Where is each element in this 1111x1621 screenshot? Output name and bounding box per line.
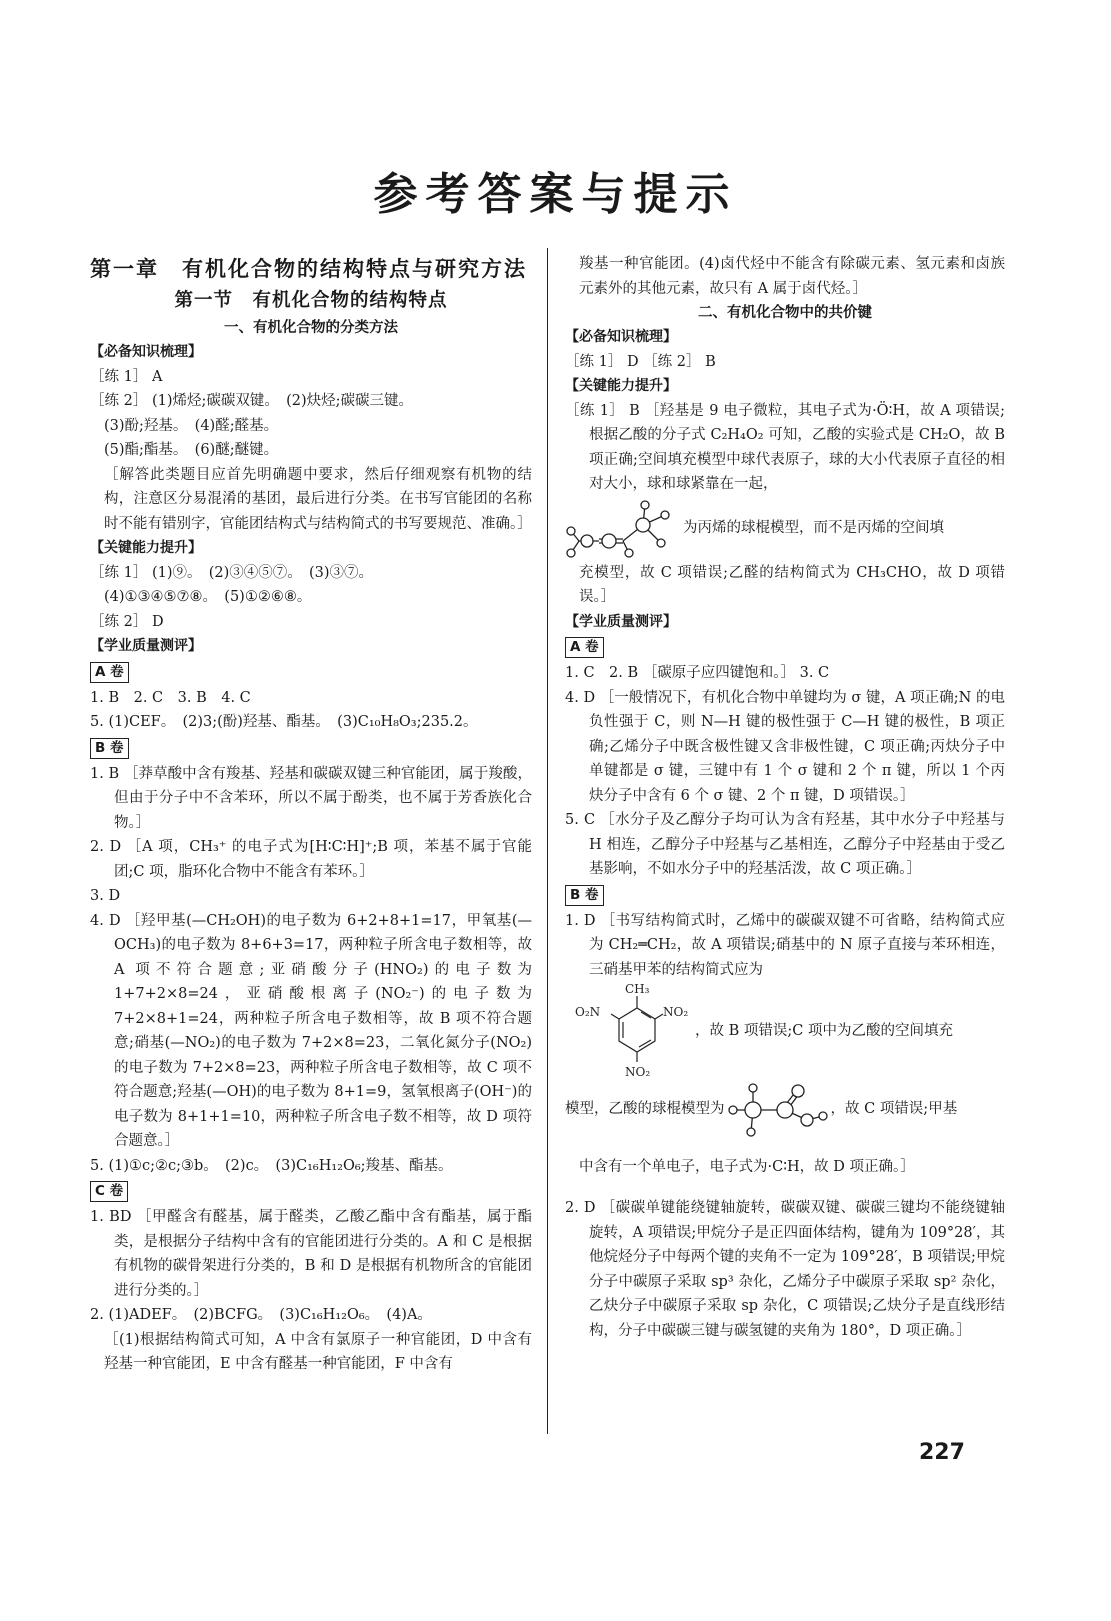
paper-level-label: A 卷: [565, 637, 604, 658]
propene-model-row: [565, 497, 1005, 561]
paper-level-label: B 卷: [90, 738, 129, 759]
column-divider: [547, 248, 548, 1434]
section-title: 第一节 有机化合物的结构特点: [174, 290, 448, 311]
paper-level-label: B 卷: [565, 885, 604, 906]
tnt-no2-bottom-label: NO₂: [625, 1065, 651, 1079]
paper-level-heading: [90, 735, 532, 762]
answer-line: 4. D ［一般情况下，有机化合物中单键均为 σ 键，A 项正确;N 的电负性强于 C，则 N—H 键的极性强于 C—H 键的极性，B 项正确;乙烯分子中既含极性键又含非极性键，C 项正确;丙炔分子中单键都是 σ 键，三键中有 1 个 σ 键和 2 个 π 键，所以 1 个丙炔分子中含有 6 个 σ 键、2 个 π 键，D 项错误。］: [565, 689, 1005, 804]
left-answer-list: [90, 340, 532, 1377]
answer-line: ［练 1］ A: [90, 368, 163, 385]
answer-line: (4)①③④⑤⑦⑧。 (5)①②⑥⑧。: [104, 589, 312, 605]
page-number: 227: [919, 1440, 965, 1465]
answer-line: 5. (1)①c;②c;③b。 (2)c。 (3)C₁₆H₁₂O₆;羧基、酯基。: [90, 1157, 453, 1174]
paper-level-heading: [565, 634, 1005, 661]
answer-line: 3. D: [90, 888, 121, 904]
section-heading: 【关键能力提升】: [90, 540, 202, 556]
section-heading: 【学业质量测评】: [90, 638, 202, 654]
subsection-title: 一、有机化合物的分类方法: [224, 319, 398, 336]
right-answer-list-bottom: [565, 1196, 1005, 1343]
right-column: [565, 252, 1005, 1343]
answer-line: 充模型，故 C 项错误;乙醛的结构简式为 CH₃CHO，故 D 项错误。］: [579, 564, 1005, 605]
tnt-no2-left-label: O₂N: [575, 1005, 601, 1019]
acetic-acid-ball-stick-model: [725, 1080, 831, 1138]
paper-level-heading: [565, 882, 1005, 909]
page-title: 参考答案与提示: [373, 169, 738, 220]
tnt-structure-row: [565, 982, 1005, 1080]
answer-line: 2. D ［碳碳单键能绕键轴旋转，碳碳双键、碳碳三键均不能绕键轴旋转，A 项错误;甲烷分子是正四面体结构，键角为 109°28′，其他烷烃分子中每两个键的夹角不一定为 109°28′，B 项错误;甲烷分子中碳原子采取 sp³ 杂化，乙烯分子中碳原子采取 sp² 杂化，乙炔分子中碳原子采取 sp 杂化，C 项错误;乙炔分子是直线形结构，分子中碳碳三键与碳氢键的夹角为 180°，D 项正确。］: [565, 1200, 1005, 1339]
acetic-acid-model-row: [565, 1080, 1005, 1138]
answer-line: ［练 2］ (1)烯烃;碳碳双键。 (2)炔烃;碳碳三键。: [90, 393, 414, 409]
section-heading: 【必备知识梳理】: [565, 329, 677, 345]
chapter-title: 第一章 有机化合物的结构特点与研究方法: [90, 256, 527, 281]
tnt-structure: [575, 982, 695, 1080]
acetic-caption-post: ，故 C 项错误;甲基: [830, 1100, 958, 1117]
answer-line: 2. D ［A 项，CH₃⁺ 的电子式为[H∶C∶H]⁺;B 项，苯基不属于官能团;C 项，脂环化合物中不能含有苯环。］: [90, 839, 532, 880]
propene-caption: 为丙烯的球棍模型，而不是丙烯的空间填: [683, 520, 944, 537]
answer-line: 1. D ［书写结构简式时，乙烯中的碳碳双键不可省略，结构简式应为 CH₂═CH₂，故 A 项错误;硝基中的 N 原子直接与苯环相连，三硝基甲苯的结构简式应为: [565, 912, 1005, 978]
subsection-title: 二、有机化合物中的共价键: [698, 304, 872, 321]
acetic-caption-pre: 模型，乙酸的球棍模型为: [565, 1100, 725, 1117]
paper-level-label: A 卷: [90, 662, 129, 683]
answer-line: 2. (1)ADEF。 (2)BCFG。 (3)C₁₆H₁₂O₆。 (4)A。: [90, 1307, 432, 1323]
methyl-line-row: [565, 1138, 1005, 1196]
answer-line: ［练 1］ D ［练 2］ B: [565, 353, 716, 370]
answer-line: 5. C ［水分子及乙醇分子均可认为含有羟基，其中水分子中羟基与 H 相连，乙醇分子中羟基与乙基相连，乙醇分子中羟基由于受乙基影响，不如水分子中的羟基活泼，故 C 项正确。］: [565, 812, 1005, 877]
methyl-electron-caption: 中含有一个单电子，电子式为·C∶H，故 D 项正确。］: [579, 1158, 915, 1175]
answer-line: ［练 1］ (1)⑨。 (2)③④⑤⑦。 (3)③⑦。: [90, 564, 374, 581]
answer-line: 1. BD ［甲醛含有醛基，属于醛类，乙酸乙酯中含有酯基，属于酯类，是根据分子结构中含有的官能团进行分类的。A 和 C 是根据有机物的碳骨架进行分类的，B 和 D 是根据有机物所含的官能团进行分类的。］: [90, 1209, 532, 1299]
section-heading: 【关键能力提升】: [565, 378, 677, 394]
answer-line: ［(1)根据结构简式可知，A 中含有氯原子一种官能团，D 中含有羟基一种官能团，E 中含有醛基一种官能团，F 中含有: [104, 1331, 532, 1372]
tnt-no2-right-label: NO₂: [663, 1005, 689, 1019]
answer-line: 1. B 2. C 3. B 4. C: [90, 689, 251, 706]
right-answer-list-mid: [565, 561, 1005, 983]
propene-ball-stick-model: [565, 497, 683, 561]
answer-line: (3)酚;羟基。 (4)醛;醛基。: [104, 417, 279, 434]
answer-line: ［解答此类题目应首先明确题中要求，然后仔细观察有机物的结构，注意区分易混淆的基团，最后进行分类。在书写官能团的名称时不能有错别字，官能团结构式与结构简式的书写要规范、准确。］: [104, 466, 532, 532]
paper-level-label: C 卷: [90, 1181, 128, 1202]
answer-line: 羧基一种官能团。(4)卤代烃中不能含有除碳元素、氢元素和卤族元素外的其他元素，故只有 A 属于卤代烃。］: [579, 256, 1005, 297]
tnt-ch3-label: CH₃: [625, 982, 650, 996]
answer-line: ［练 1］ B ［羟基是 9 电子微粒，其电子式为·Ö∶H，故 A 项错误;根据乙酸的分子式 C₂H₄O₂ 可知，乙酸的实验式是 CH₂O，故 B 项正确;空间填充模型中球代表原子，球的大小代表原子直径的相对大小，球和球紧靠在一起，: [565, 402, 1005, 492]
answer-line: 5. (1)CEF。 (2)3;(酚)羟基、酯基。 (3)C₁₀H₈O₃;235.2。: [90, 714, 478, 730]
section-heading: 【学业质量测评】: [565, 613, 677, 630]
paper-level-heading: [90, 1178, 532, 1205]
answer-line: 1. B ［莽草酸中含有羧基、羟基和碳碳双键三种官能团，属于羧酸，但由于分子中不含苯环，所以不属于酚类，也不属于芳香族化合物。］: [90, 765, 532, 831]
left-column: [90, 252, 532, 1377]
right-answer-list-top: [565, 252, 1005, 497]
tnt-caption: ，故 B 项错误;C 项中为乙酸的空间填充: [695, 1022, 953, 1039]
answer-line: 1. C 2. B ［碳原子应四键饱和。］ 3. C: [565, 665, 830, 681]
section-heading: 【必备知识梳理】: [90, 344, 202, 360]
paper-level-heading: [90, 659, 532, 686]
answer-line: 4. D ［羟甲基(—CH₂OH)的电子数为 6+2+8+1=17，甲氧基(—OCH₃)的电子数为 8+6+3=17，两种粒子所含电子数相等，故 A 项不符合题意;亚硝酸分子(HNO₂)的电子数为 1+7+2×8=24，亚硝酸根离子(NO₂⁻)的电子数为 7+2×8+1=24，两种粒子所含电子数相等，故 B 项不符合题意;硝基(—NO₂)的电子数为 7+2×8=23，二氧化氮分子(NO₂)的电子数为 7+2×8=23，两种粒子所含电子数相等，故 C 项不符合题意;羟基(—OH)的电子数为 8+1=9，氢氧根离子(OH⁻)的电子数为 8+1+1=10，两种粒子所含电子数不相等，故 D 项符合题意。］: [90, 912, 532, 1149]
answer-line: (5)酯;酯基。 (6)醚;醚键。: [104, 442, 279, 458]
answer-line: ［练 2］ D: [90, 613, 164, 630]
